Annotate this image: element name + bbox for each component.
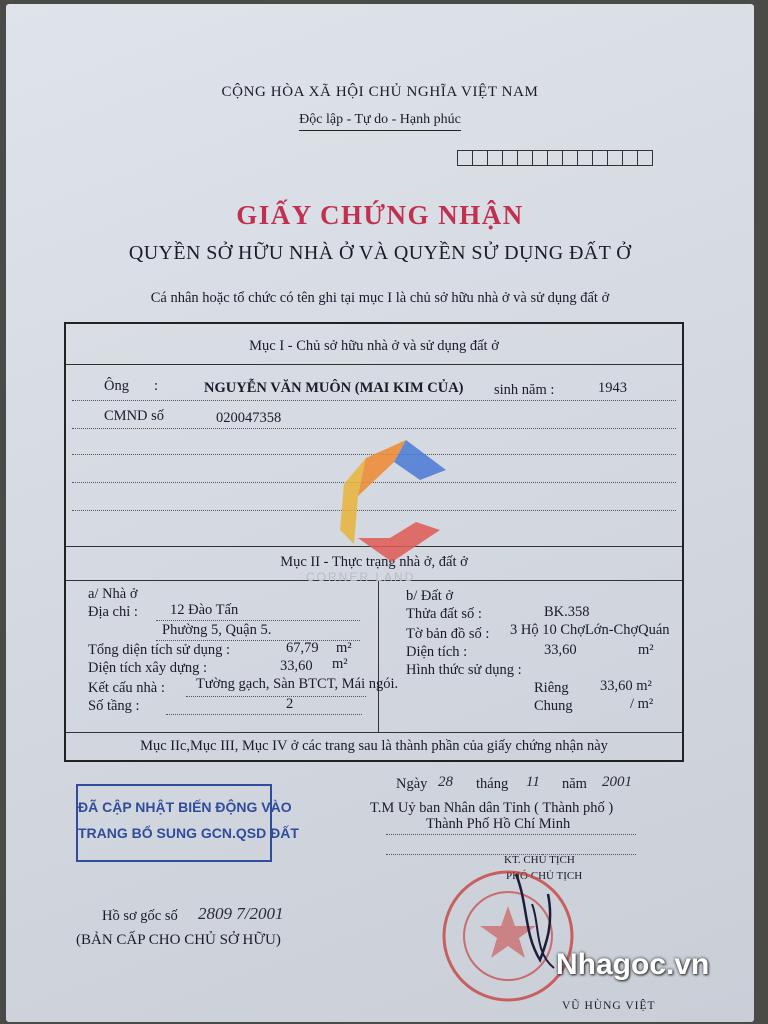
owner-name: NGUYỄN VĂN MUÔN (MAI KIM CỦA) bbox=[204, 380, 464, 396]
address-line1: 12 Đào Tấn bbox=[170, 602, 239, 618]
record-label: Hồ sơ gốc số bbox=[102, 908, 178, 924]
update-stamp-line1: ĐÃ CẬP NHẬT BIẾN ĐỘNG VÀO bbox=[78, 799, 292, 815]
signing-city: Thành Phố Hồ Chí Minh bbox=[426, 816, 571, 832]
id-label: CMND số bbox=[104, 408, 165, 424]
date-day-label: Ngày bbox=[396, 776, 428, 792]
update-stamp-line2: TRANG BỔ SUNG GCN.QSD ĐẤT bbox=[78, 825, 299, 841]
total-area-value: 67,79 bbox=[286, 640, 319, 656]
house-heading: a/ Nhà ở bbox=[88, 586, 138, 602]
shared-label: Chung bbox=[534, 698, 573, 714]
signing-authority: T.M Uỷ ban Nhân dân Tỉnh ( Thành phố ) bbox=[370, 800, 614, 816]
motto bbox=[6, 112, 754, 128]
section2-heading: Mục II - Thực trạng nhà ở, đất ở bbox=[280, 554, 468, 570]
usage-label: Hình thức sử dụng : bbox=[406, 662, 522, 678]
intro-text: Cá nhân hoặc tổ chức có tên ghi tại mục I là chủ sở hữu nhà ở và sử dụng đất ở bbox=[150, 290, 610, 306]
build-area-unit: m² bbox=[332, 656, 348, 672]
date-year-label: năm bbox=[562, 776, 587, 792]
watermark-text: CORNER LAND bbox=[306, 570, 416, 584]
owner-colon: : bbox=[154, 378, 159, 394]
section1-heading: Mục I - Chủ sở hữu nhà ở và sử dụng đất ở bbox=[249, 338, 499, 354]
official-seal bbox=[436, 864, 586, 1004]
republic-header: CỘNG HÒA XÃ HỘI CHỦ NGHĨA VIỆT NAM bbox=[221, 84, 539, 100]
birth-label: sinh năm : bbox=[494, 382, 555, 398]
site-watermark: Nhagoc.vn bbox=[556, 948, 710, 981]
structure-value: Tường gạch, Sàn BTCT, Mái ngói. bbox=[196, 676, 399, 692]
signing-title2: PHÓ CHỦ TỊCH bbox=[506, 870, 583, 882]
parcel-value: BK.358 bbox=[544, 604, 590, 620]
birth-year: 1943 bbox=[598, 380, 627, 396]
total-area-label: Tổng diện tích sử dụng : bbox=[88, 642, 230, 658]
private-value: 33,60 m² bbox=[600, 678, 652, 694]
land-heading: b/ Đất ở bbox=[406, 588, 454, 604]
signer-name: VŨ HÙNG VIỆT bbox=[562, 1000, 656, 1012]
build-area-label: Diện tích xây dựng : bbox=[88, 660, 208, 676]
structure-label: Kết cấu nhà : bbox=[88, 680, 165, 696]
serial-boxes bbox=[458, 150, 653, 166]
date-month-label: tháng bbox=[476, 776, 509, 792]
address-label: Địa chỉ : bbox=[88, 604, 138, 620]
date-day: 28 bbox=[438, 774, 453, 790]
corner-land-logo bbox=[336, 434, 456, 574]
document-subtitle: QUYỀN SỞ HỮU NHÀ Ở VÀ QUYỀN SỬ DỤNG ĐẤT Ở bbox=[128, 242, 632, 264]
build-area-value: 33,60 bbox=[280, 658, 313, 674]
record-value: 2809 7/2001 bbox=[198, 904, 284, 923]
footer-note: Mục IIc,Mục III, Mục IV ở các trang sau là thành phần của giấy chứng nhận này bbox=[140, 738, 608, 754]
document-title: GIẤY CHỨNG NHẬN bbox=[236, 200, 524, 230]
signing-title1: KT. CHỦ TỊCH bbox=[504, 854, 575, 866]
floors-label: Số tầng : bbox=[88, 698, 140, 714]
land-area-unit: m² bbox=[638, 642, 654, 658]
land-area-label: Diện tích : bbox=[406, 644, 468, 660]
land-area-value: 33,60 bbox=[544, 642, 577, 658]
motto-text: Độc lập - Tự do - Hạnh phúc bbox=[299, 112, 461, 131]
address-line2: Phường 5, Quận 5. bbox=[162, 622, 272, 638]
date-month: 11 bbox=[526, 774, 540, 790]
certificate-page bbox=[6, 4, 754, 1022]
floors-value: 2 bbox=[286, 696, 294, 712]
copy-note: (BẢN CẤP CHO CHỦ SỞ HỮU) bbox=[76, 932, 281, 948]
map-value: 3 Hộ 10 ChợLớn-ChợQuán bbox=[510, 622, 670, 638]
shared-value: / m² bbox=[630, 696, 654, 712]
id-value: 020047358 bbox=[216, 410, 282, 426]
parcel-label: Thửa đất số : bbox=[406, 606, 482, 622]
map-label: Tờ bản đồ số : bbox=[406, 626, 490, 642]
owner-label: Ông bbox=[104, 378, 129, 394]
update-stamp bbox=[76, 784, 299, 862]
total-area-unit: m² bbox=[336, 640, 352, 656]
private-label: Riêng bbox=[534, 680, 569, 696]
date-year: 2001 bbox=[602, 774, 632, 790]
